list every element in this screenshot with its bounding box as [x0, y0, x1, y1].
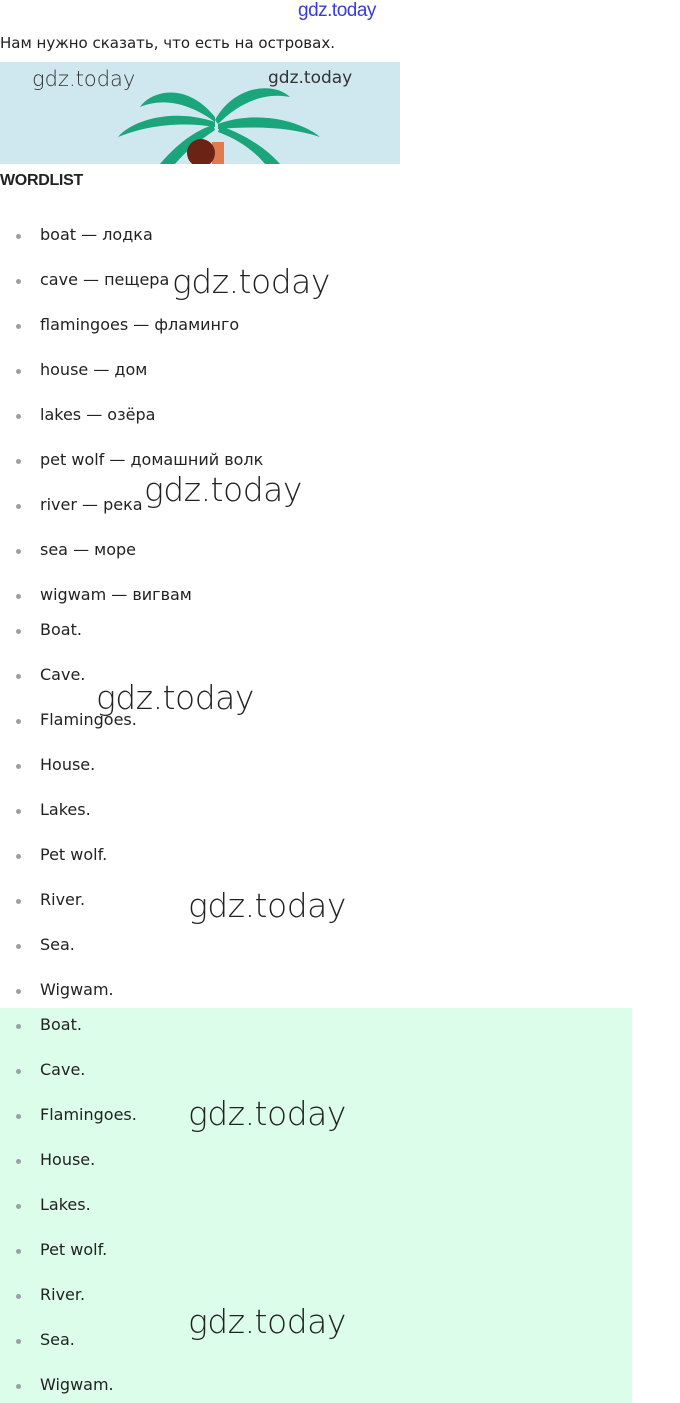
list-item: Lakes. [0, 799, 632, 823]
palm-tree-icon [0, 62, 400, 164]
list-item: pet wolf — домашний волк [0, 449, 632, 473]
list-item: boat — лодка [0, 224, 632, 248]
list-item: River. [0, 1284, 632, 1308]
list-item: Wigwam. [0, 1374, 632, 1398]
list-item: River. [0, 889, 632, 913]
list-item: Pet wolf. [0, 1239, 632, 1263]
list-item: sea — море [0, 539, 632, 563]
list-item: Cave. [0, 664, 632, 688]
illustration-watermark: gdz.today [32, 67, 136, 91]
wordlist-heading: WORDLIST [0, 172, 83, 189]
list-item: cave — пещера [0, 269, 632, 293]
watermark: gdz.today [188, 1302, 346, 1341]
list-item: Sea. [0, 1329, 632, 1353]
list-item: Boat. [0, 1014, 632, 1038]
watermark: gdz.today [188, 886, 346, 925]
list-item: lakes — озёра [0, 404, 632, 428]
list-item: Flamingoes. [0, 709, 632, 733]
list-item: river — река [0, 494, 632, 518]
list-item: house — дом [0, 359, 632, 383]
list-item: flamingoes — фламинго [0, 314, 632, 338]
list-item: Pet wolf. [0, 844, 632, 868]
list-item: Cave. [0, 1059, 632, 1083]
top-watermark: gdz.today [298, 0, 376, 21]
watermark: gdz.today [96, 678, 254, 717]
list-item: Flamingoes. [0, 1104, 632, 1128]
illustration-watermark-2: gdz.today [268, 68, 353, 88]
list-item: Sea. [0, 934, 632, 958]
list-item: Boat. [0, 619, 632, 643]
list-item: wigwam — вигвам [0, 584, 632, 608]
palm-illustration [0, 62, 400, 164]
watermark: gdz.today [172, 262, 330, 301]
watermark: gdz.today [144, 470, 302, 509]
list-item: House. [0, 1149, 632, 1173]
list-item: House. [0, 754, 632, 778]
watermark: gdz.today [188, 1094, 346, 1133]
list-item: Wigwam. [0, 979, 632, 1003]
intro-text: Нам нужно сказать, что есть на островах. [0, 34, 335, 52]
list-item: Lakes. [0, 1194, 632, 1218]
